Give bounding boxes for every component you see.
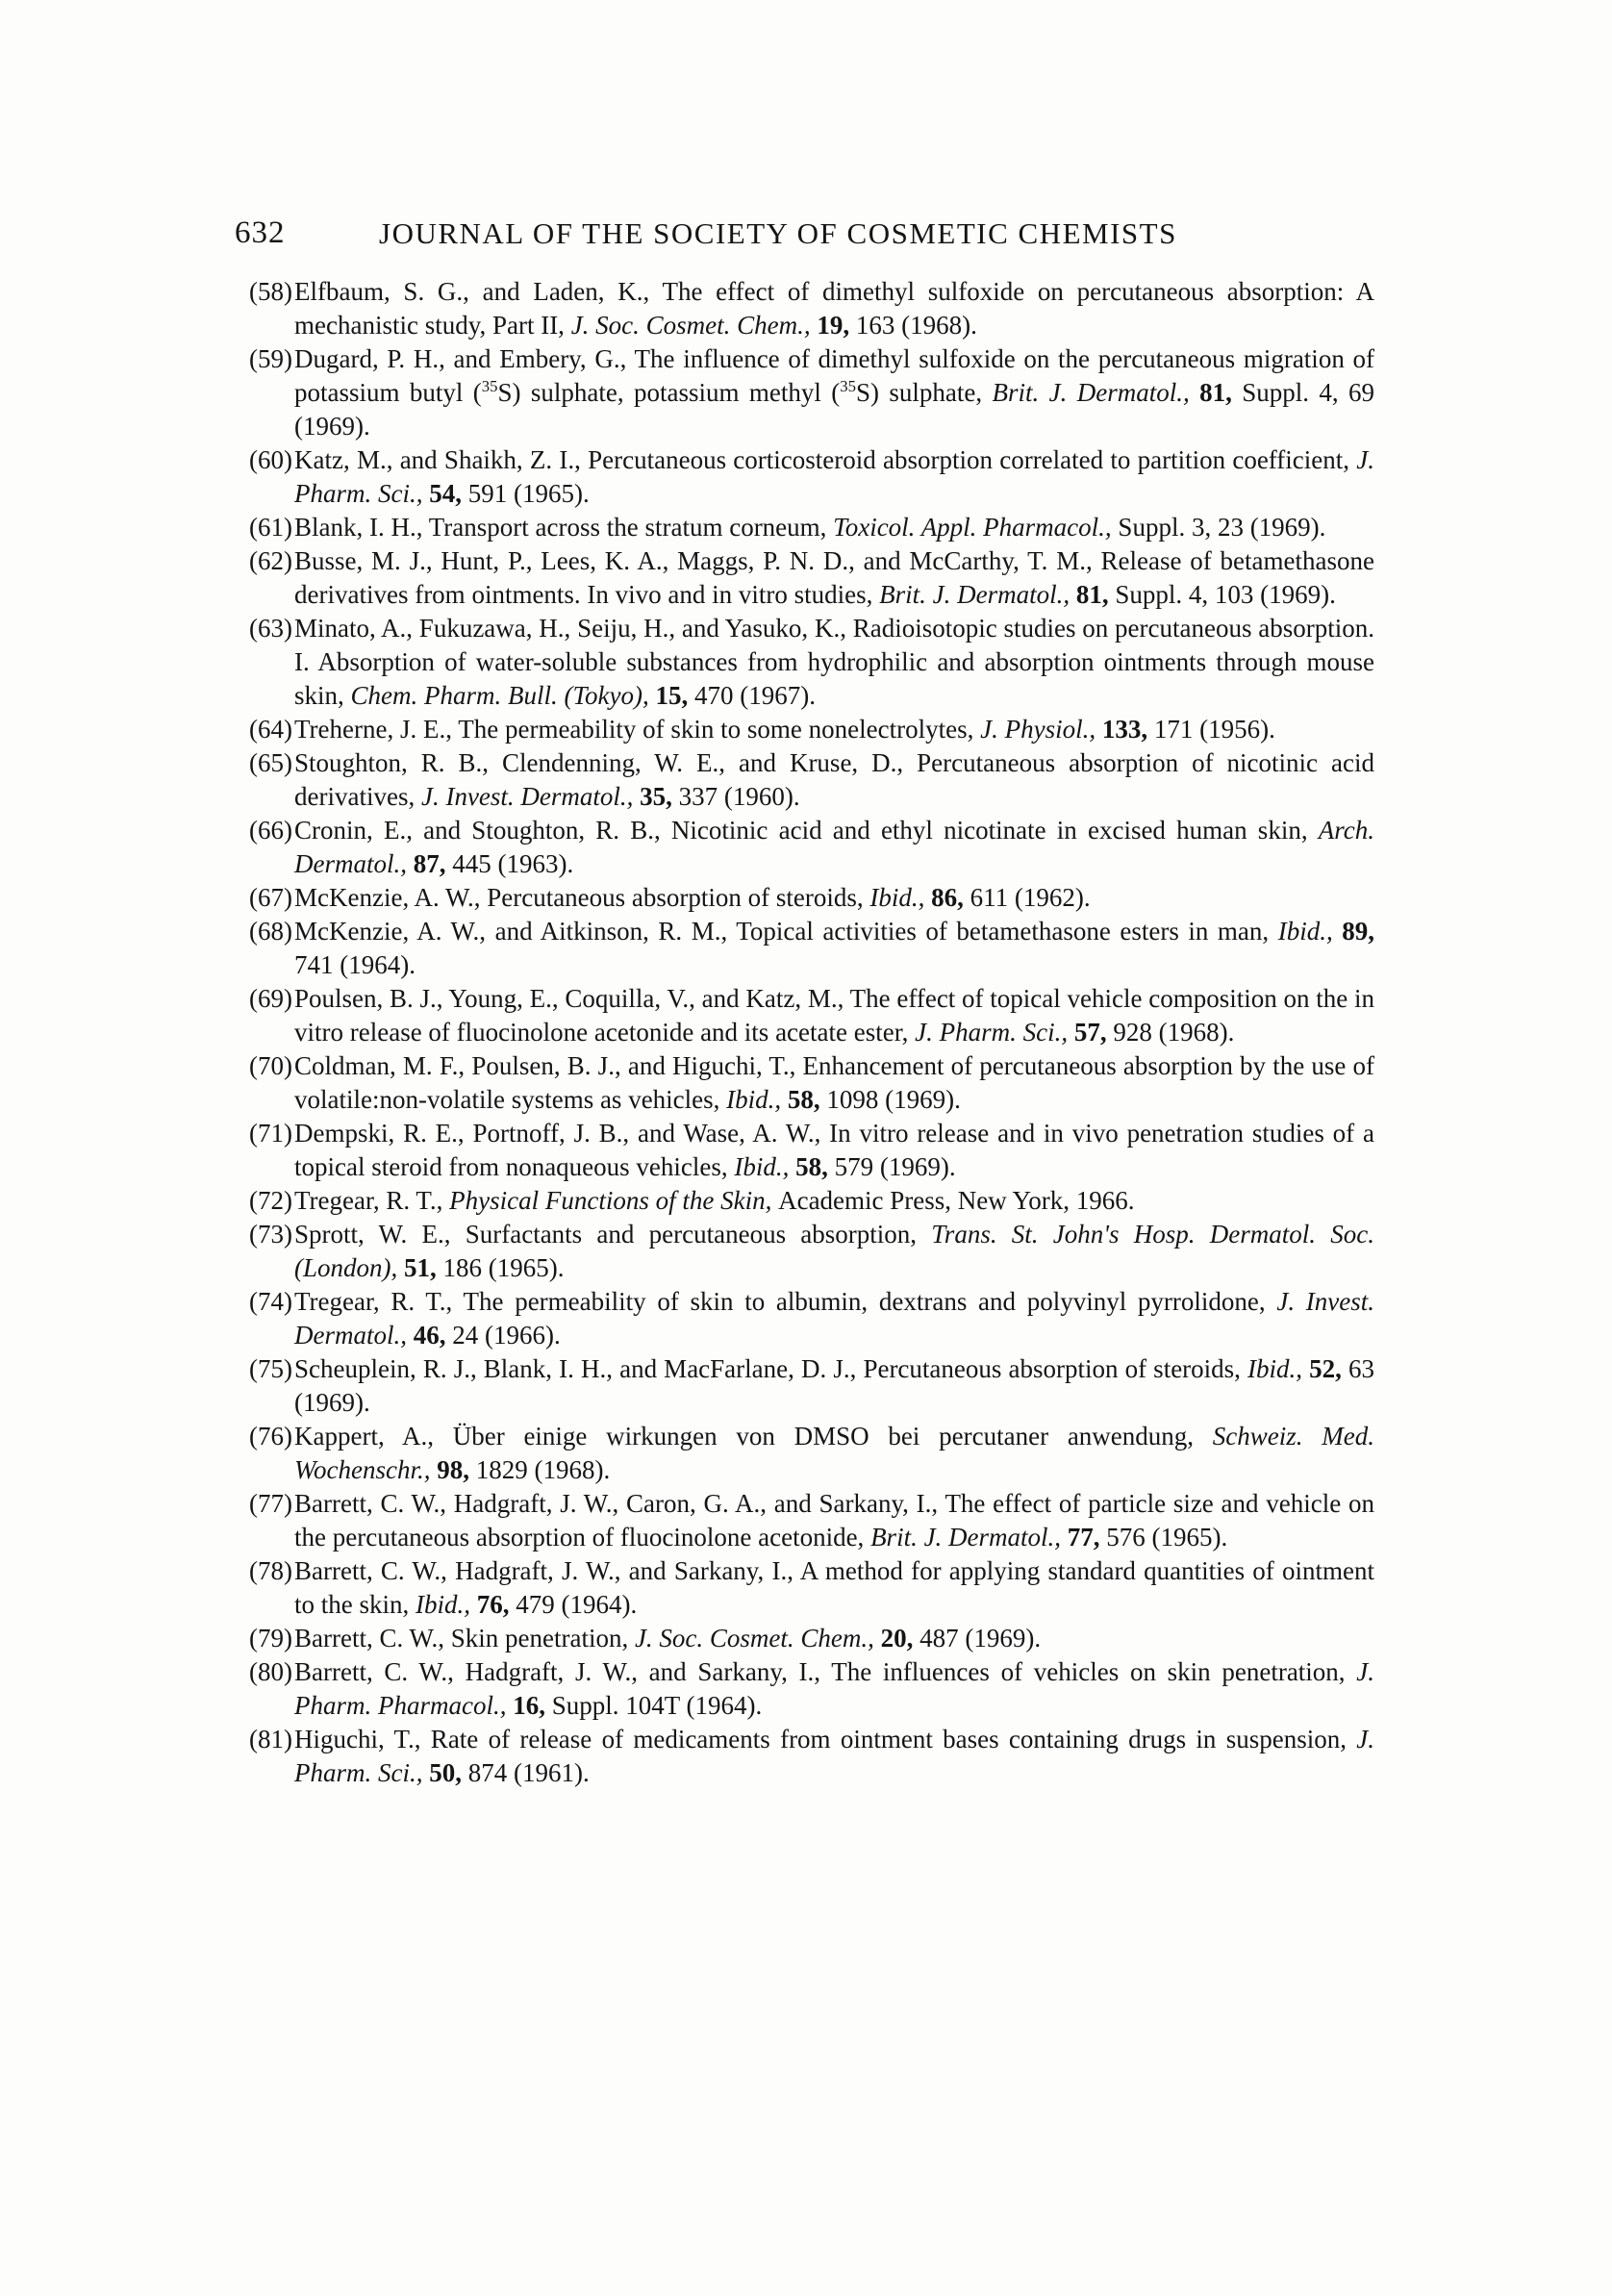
reference-text: Dugard, P. H., and Embery, G., The influence of dimethyl sulfoxide on the percutaneous migration of potassium butyl ($^{35}$S) sulphate, potassium methyl ($^{35}$S) sulphate, Brit. J. Dermatol., 81, Suppl. 4, 69 (1969). bbox=[294, 344, 1375, 441]
reference-text: Barrett, C. W., Hadgraft, J. W., and Sarkany, I., The influences of vehicles on skin penetration, J. Pharm. Pharmacol., 16, Suppl. 104T (1964). bbox=[294, 1657, 1374, 1720]
reference-text: Barrett, C. W., Hadgraft, J. W., and Sarkany, I., A method for applying standard quantities of ointment to the skin, Ibid., 76, 479 (1964). bbox=[294, 1556, 1374, 1619]
reference-number: (78) bbox=[249, 1556, 292, 1585]
reference-number: (67) bbox=[249, 883, 292, 912]
reference-item bbox=[249, 443, 1374, 511]
reference-item bbox=[249, 511, 1374, 544]
reference-number: (75) bbox=[249, 1354, 292, 1383]
reference-item bbox=[249, 713, 1374, 746]
reference-number: (74) bbox=[249, 1287, 292, 1316]
reference-text: McKenzie, A. W., and Aitkinson, R. M., Topical activities of betamethasone esters in man, Ibid., 89, 741 (1964). bbox=[294, 917, 1374, 979]
reference-text: Coldman, M. F., Poulsen, B. J., and Higuchi, T., Enhancement of percutaneous absorption by the use of volatile:non-volatile systems as vehicles, Ibid., 58, 1098 (1969). bbox=[294, 1051, 1374, 1114]
reference-number: (70) bbox=[249, 1051, 292, 1080]
reference-number: (71) bbox=[249, 1119, 292, 1148]
reference-number: (77) bbox=[249, 1489, 292, 1518]
reference-text: Cronin, E., and Stoughton, R. B., Nicotinic acid and ethyl nicotinate in excised human skin, Arch. Dermatol., 87, 445 (1963). bbox=[294, 816, 1374, 878]
reference-item bbox=[249, 612, 1374, 713]
reference-text: Barrett, C. W., Skin penetration, J. Soc. Cosmet. Chem., 20, 487 (1969). bbox=[294, 1624, 1042, 1653]
reference-number: (81) bbox=[249, 1725, 292, 1754]
reference-item bbox=[249, 982, 1374, 1049]
reference-number: (79) bbox=[249, 1624, 292, 1653]
reference-number: (69) bbox=[249, 984, 292, 1013]
reference-number: (58) bbox=[249, 277, 292, 306]
reference-text: Dempski, R. E., Portnoff, J. B., and Wase, A. W., In vitro release and in vivo penetration studies of a topical steroid from nonaqueous vehicles, Ibid., 58, 579 (1969). bbox=[294, 1119, 1374, 1181]
reference-number: (73) bbox=[249, 1220, 292, 1249]
reference-number: (62) bbox=[249, 546, 292, 575]
reference-item bbox=[249, 814, 1374, 881]
reference-item bbox=[249, 1723, 1374, 1790]
reference-number: (61) bbox=[249, 513, 292, 542]
reference-number: (59) bbox=[249, 344, 292, 373]
reference-item bbox=[249, 1285, 1374, 1352]
reference-list bbox=[249, 275, 1374, 1790]
reference-text: Sprott, W. E., Surfactants and percutaneous absorption, Trans. St. John's Hosp. Dermatol. Soc. (London), 51, 186 (1965). bbox=[294, 1220, 1374, 1282]
reference-item bbox=[249, 1420, 1374, 1487]
reference-number: (64) bbox=[249, 715, 292, 744]
reference-text: Poulsen, B. J., Young, E., Coquilla, V., and Katz, M., The effect of topical vehicle composition on the in vitro release of fluocinolone acetonide and its acetate ester, J. Pharm. Sci., 57, 928 (1968). bbox=[294, 984, 1374, 1047]
reference-item bbox=[249, 342, 1374, 443]
reference-item bbox=[249, 1655, 1374, 1723]
reference-text: Katz, M., and Shaikh, Z. I., Percutaneous corticosteroid absorption correlated to partition coefficient, J. Pharm. Sci., 54, 591 (1965). bbox=[294, 445, 1374, 508]
reference-text: Treherne, J. E., The permeability of skin to some nonelectrolytes, J. Physiol., 133, 171 (1956). bbox=[294, 715, 1275, 744]
reference-number: (68) bbox=[249, 917, 292, 946]
reference-text: Busse, M. J., Hunt, P., Lees, K. A., Maggs, P. N. D., and McCarthy, T. M., Release of betamethasone derivatives from ointments. In vivo and in vitro studies, Brit. J. Dermatol., 81, Suppl. 4, 103 (1969). bbox=[294, 546, 1374, 609]
reference-number: (76) bbox=[249, 1422, 292, 1451]
reference-item bbox=[249, 1184, 1374, 1218]
reference-number: (60) bbox=[249, 445, 292, 474]
reference-text: Elfbaum, S. G., and Laden, K., The effect of dimethyl sulfoxide on percutaneous absorption: A mechanistic study, Part II, J. Soc. Cosmet. Chem., 19, 163 (1968). bbox=[294, 277, 1374, 340]
reference-text: Tregear, R. T., Physical Functions of the Skin, Academic Press, New York, 1966. bbox=[294, 1186, 1135, 1215]
reference-item bbox=[249, 1117, 1374, 1184]
reference-item bbox=[249, 746, 1374, 814]
reference-item bbox=[249, 1622, 1374, 1655]
reference-item bbox=[249, 1352, 1374, 1420]
reference-text: Blank, I. H., Transport across the stratum corneum, Toxicol. Appl. Pharmacol., Suppl. 3, 23 (1969). bbox=[294, 513, 1326, 542]
reference-number: (80) bbox=[249, 1657, 292, 1686]
reference-number: (65) bbox=[249, 748, 292, 777]
reference-item bbox=[249, 881, 1374, 915]
reference-text: Kappert, A., Über einige wirkungen von DMSO bei percutaner anwendung, Schweiz. Med. Wochenschr., 98, 1829 (1968). bbox=[294, 1422, 1374, 1484]
reference-text: Minato, A., Fukuzawa, H., Seiju, H., and Yasuko, K., Radioisotopic studies on percutaneous absorption. I. Absorption of water-soluble substances from hydrophilic and absorption ointments through mouse skin, Chem. Pharm. Bull. (Tokyo), 15, 470 (1967). bbox=[294, 614, 1374, 710]
reference-item bbox=[249, 1554, 1374, 1622]
reference-text: McKenzie, A. W., Percutaneous absorption of steroids, Ibid., 86, 611 (1962). bbox=[294, 883, 1091, 912]
reference-number: (66) bbox=[249, 816, 292, 845]
reference-text: Scheuplein, R. J., Blank, I. H., and MacFarlane, D. J., Percutaneous absorption of steroids, Ibid., 52, 63 (1969). bbox=[294, 1354, 1374, 1417]
page-number: 632 bbox=[235, 215, 286, 250]
reference-text: Barrett, C. W., Hadgraft, J. W., Caron, G. A., and Sarkany, I., The effect of particle size and vehicle on the percutaneous absorption of fluocinolone acetonide, Brit. J. Dermatol., 77, 576 (1965). bbox=[294, 1489, 1374, 1552]
reference-item bbox=[249, 1218, 1374, 1285]
reference-text: Stoughton, R. B., Clendenning, W. E., and Kruse, D., Percutaneous absorption of nicotinic acid derivatives, J. Invest. Dermatol., 35, 337 (1960). bbox=[294, 748, 1374, 811]
reference-item bbox=[249, 1049, 1374, 1117]
reference-number: (63) bbox=[249, 614, 292, 643]
reference-text: Tregear, R. T., The permeability of skin to albumin, dextrans and polyvinyl pyrrolidone, J. Invest. Dermatol., 46, 24 (1966). bbox=[294, 1287, 1374, 1350]
reference-item bbox=[249, 915, 1374, 982]
reference-text: Higuchi, T., Rate of release of medicaments from ointment bases containing drugs in suspension, J. Pharm. Sci., 50, 874 (1961). bbox=[294, 1725, 1374, 1787]
reference-item bbox=[249, 544, 1374, 612]
reference-item bbox=[249, 1487, 1374, 1554]
running-head: JOURNAL OF THE SOCIETY OF COSMETIC CHEMISTS bbox=[379, 216, 1177, 250]
reference-number: (72) bbox=[249, 1186, 292, 1215]
reference-item bbox=[249, 275, 1374, 342]
